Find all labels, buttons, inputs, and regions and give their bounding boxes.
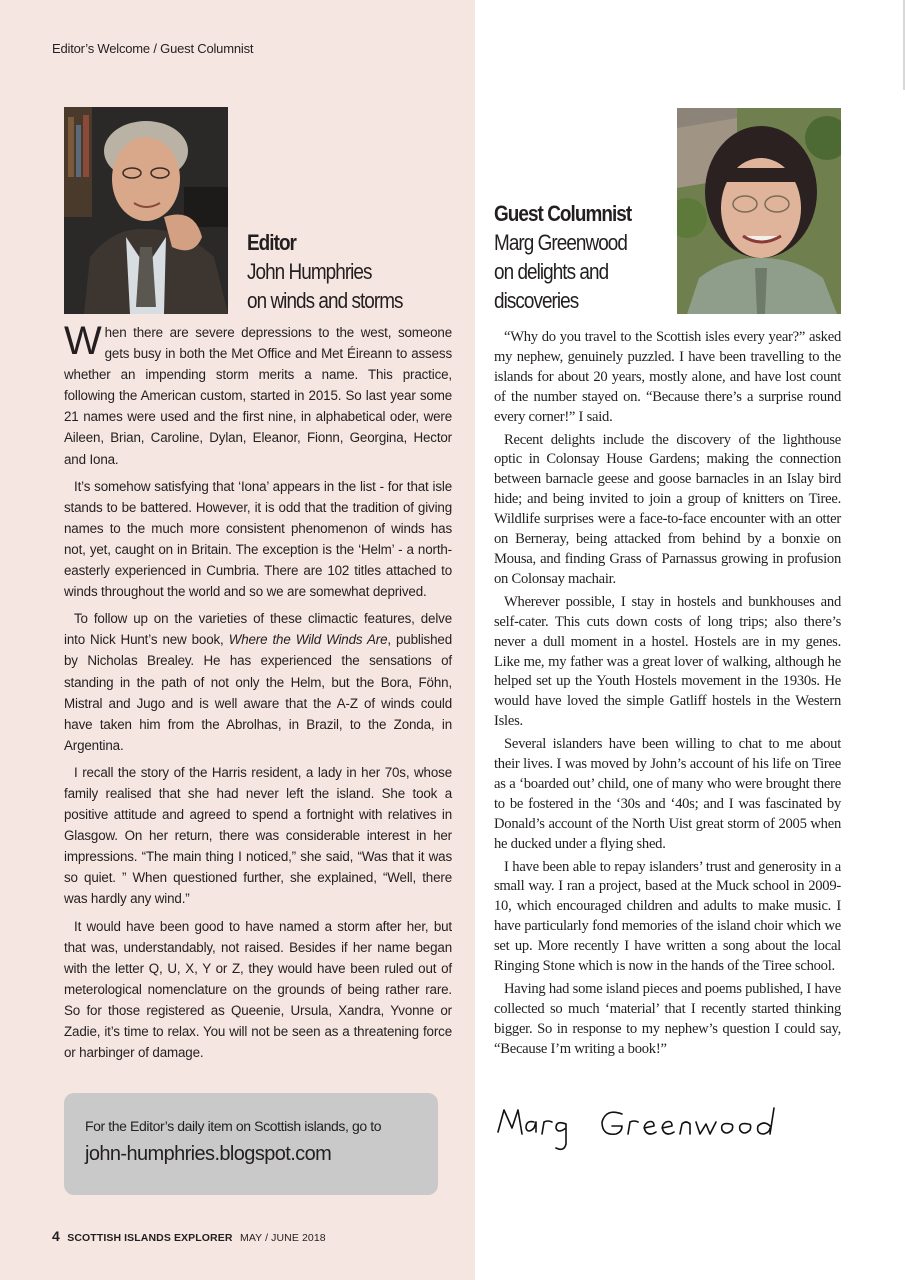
- guest-article: [494, 328, 841, 1063]
- guest-topic-line1: on delights and: [494, 259, 609, 284]
- guest-name: Marg Greenwood: [494, 230, 627, 255]
- magazine-name: SCOTTISH ISLANDS EXPLORER: [67, 1232, 233, 1244]
- blog-url-link[interactable]: john-humphries.blogspot.com: [85, 1143, 332, 1165]
- drop-cap: W: [64, 319, 102, 363]
- guest-paragraph-1: “Why do you travel to the Scottish isles every year?” asked my nephew, genuinely puzzled. I have been travelling to the islands for about 20 years, mostly alone, and have lost count of the number stayed on. “Because there’s a surprise round every corner!” I said.: [494, 329, 841, 425]
- guest-heading: [494, 199, 631, 315]
- guest-paragraph-2: Recent delights include the discovery of the lighthouse optic in Colonsay House Gardens; making the connection between barnacle geese and goose barnacles in an Islay bird hide; and being invited to join a group of knitters on Tiree. Wildlife surprises were a face-to-face encounter with an otter on Berneray, being attacked from behind by a bonxie on Mousa, and finding Grass of Parnassus growing in profusion on Colonsay machair.: [494, 431, 841, 587]
- guest-paragraph-6: Having had some island pieces and poems published, I have collected so much ‘material’ that I recently started thinking bigger. So in response to my nephew’s question I could say, “Because I’m writing a book!”: [494, 981, 841, 1057]
- editor-title: Editor: [247, 230, 296, 255]
- editor-article: [64, 319, 452, 1069]
- guest-title: Guest Columnist: [494, 201, 632, 226]
- book-title: Where the Wild Winds Are: [228, 632, 388, 648]
- editor-name: John Humphries: [247, 259, 372, 284]
- editor-paragraph-2: It’s somehow satisfying that ‘Iona’ appears in the list - for that isle stands to be battered. However, it is odd that the tradition of giving names to the much more consistent phenomenon of winds has not, yet, caught on in Britain. The exception is the ‘Helm’ - a north-easterly experienced in Cumbria. There are 102 titles attached to winds throughout the world and so we are somewhat deprived.: [64, 478, 452, 600]
- signature: [494, 1098, 794, 1158]
- guest-paragraph-3: Wherever possible, I stay in hostels and bunkhouses and self-cater. This cuts down costs of long trips; also there’s never a dull moment in a hostel. Hostels are in my genes. Like me, my father was a great lover of walking, although he helped set up the Youth Hostels movement in the 1930s. He would have loved the simple Gatliff hostels in the Western Isles.: [494, 593, 841, 730]
- editor-paragraph-1: When there are severe depressions to the west, someone gets busy in both the Met Office and Met Éireann to assess whether an impending storm merits a name. This practice, following the American custom, started in 2015. So last year some 21 names were used and the first nine, in alphabetical oder, were Aileen, Brian, Caroline, Dylan, Eleanor, Fionn, Georgina, Hector and Iona.: [64, 319, 452, 467]
- editor-photo: [64, 107, 228, 314]
- section-header: Editor’s Welcome / Guest Columnist: [52, 41, 254, 56]
- guest-topic-line2: discoveries: [494, 288, 579, 313]
- editor-topic: on winds and storms: [247, 288, 403, 313]
- editor-paragraph-4: I recall the story of the Harris resident, a lady in her 70s, whose family realised that she had never left the island. She took a positive attitude and agreed to spend a fortnight with relatives in Glasgow. On her return, there was considerable interest in her impressions. “The main thing I noticed,” she said, “Was that it was so quiet. ” When questioned further, she explained, “Well, there was hardly any wind.”: [64, 764, 452, 907]
- page-number: 4: [52, 1228, 60, 1244]
- guest-photo: [677, 108, 841, 314]
- editor-paragraph-5: It would have been good to have named a storm after her, but that was, understandably, not raised. Besides if her name began with the letter Q, U, X, Y or Z, they would have been ruled out of meterological nomenclature on the grounds of being rather rare. So for those registered as Queenie, Ursula, Xandra, Yvonne or Zadie, it’s time to relax. You will not be seen as a threatening force or harbinger of damage.: [64, 918, 452, 1061]
- editor-paragraph-3: To follow up on the varieties of these climactic features, delve into Nick Hunt’s new book, Where the Wild Winds Are, published by Nicholas Brealey. He has experienced the sensations of standing in the path of not only the Helm, but the Bora, Föhn, Mistral and Jugo and is well aware that the A-Z of winds could have taken him from the Abrolhas, in Brazil, to the Zonda, in Argentina.: [64, 611, 452, 753]
- issue-date: MAY / JUNE 2018: [239, 1232, 326, 1244]
- blog-callout: [64, 1093, 438, 1195]
- guest-paragraph-4: Several islanders have been willing to chat to me about their lives. I was moved by John’s account of his life on Tiree as a ‘boarded out’ child, one of many who were brought there to be fostered in the ‘30s and ‘40s; and I was fascinated by Donald’s account of the North Uist great storm of 2005 when he ducked under a flying shed.: [494, 736, 841, 852]
- blog-intro: For the Editor’s daily item on Scottish islands, go to: [85, 1118, 382, 1134]
- editor-heading: [247, 228, 403, 315]
- page-footer: [52, 1228, 326, 1246]
- guest-paragraph-5: I have been able to repay islanders’ trust and generosity in a small way. I ran a project, based at the Muck school in 2009-10, which encouraged children and adults to make music. I have particularly fond memories of the island choir which we set up. More recently I have written a song about the local Ringing Stone which is now in the hands of the Tiree school.: [494, 858, 841, 975]
